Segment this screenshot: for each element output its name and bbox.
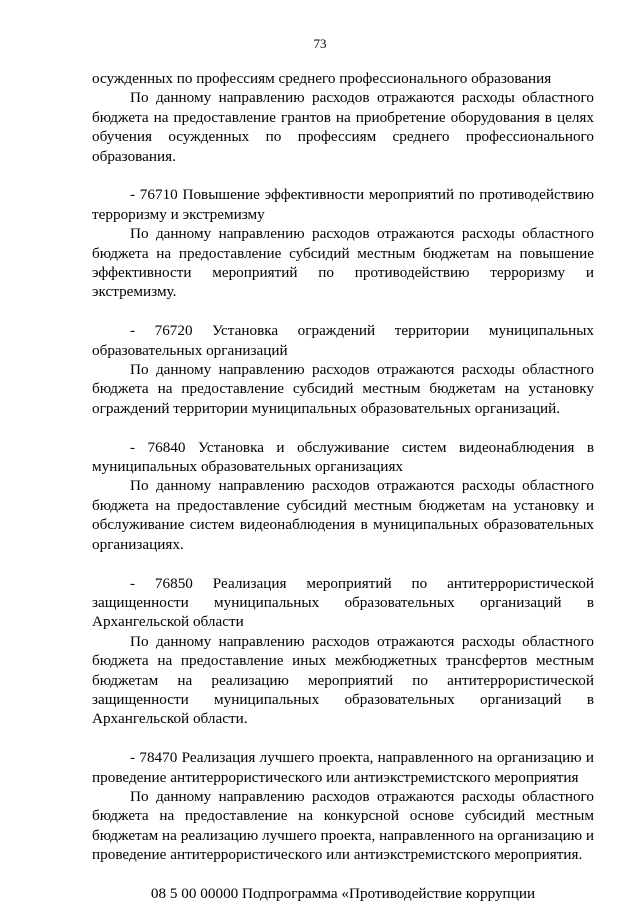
page-number: 73 bbox=[313, 36, 327, 51]
paragraph-spacer bbox=[92, 418, 594, 437]
paragraph: По данному направлению расходов отражаются расходы областного бюджета на предоставление субсидий местным бюджетам на установку ограждений территории муниципальных образовательных организаций. bbox=[92, 361, 594, 417]
paragraph-spacer bbox=[92, 554, 594, 573]
paragraph: - 76710 Повышение эффективности мероприятий по противодействию терроризму и экстремизму bbox=[92, 186, 594, 223]
paragraph-spacer bbox=[92, 865, 594, 884]
paragraph-spacer bbox=[92, 166, 594, 185]
paragraph: - 76850 Реализация мероприятий по антитеррористической защищенности муниципальных образовательных организаций в Архангельской области bbox=[92, 574, 594, 631]
paragraph: - 76720 Установка ограждений территории муниципальных образовательных организаций bbox=[92, 322, 594, 359]
paragraph: По данному направлению расходов отражаются расходы областного бюджета на предоставление субсидий местным бюджетам на установку и обслуживание систем видеонаблюдения в муниципальных образовательных организациях. bbox=[92, 477, 594, 553]
document-body bbox=[92, 69, 594, 903]
paragraph: По данному направлению расходов отражаются расходы областного бюджета на предоставление субсидий местным бюджетам на повышение эффективности мероприятий по противодействию терроризму и экстремизму. bbox=[92, 225, 594, 301]
paragraph: - 76840 Установка и обслуживание систем видеонаблюдения в муниципальных образовательных организациях bbox=[92, 438, 594, 476]
paragraph-spacer bbox=[92, 729, 594, 748]
section-heading: 08 5 00 00000 Подпрограмма «Противодействие коррупции bbox=[150, 884, 536, 902]
paragraph: По данному направлению расходов отражаются расходы областного бюджета на предоставление на конкурсной основе субсидий местным бюджетам на реализацию лучшего проекта, направленного на организацию и проведение антитеррористического или антиэкстремистского мероприятия. bbox=[92, 787, 594, 864]
paragraph-spacer bbox=[92, 302, 594, 321]
paragraph: - 78470 Реализация лучшего проекта, направленного на организацию и проведение антитеррористического или антиэкстремистского мероприятия bbox=[92, 749, 594, 786]
paragraph: осужденных по профессиям среднего профессионального образования bbox=[92, 70, 552, 87]
paragraph: По данному направлению расходов отражаются расходы областного бюджета на предоставление грантов на приобретение оборудования в целях обучения осужденных по профессиям среднего профессионального образования. bbox=[92, 89, 594, 165]
paragraph: По данному направлению расходов отражаются расходы областного бюджета на предоставление иных межбюджетных трансфертов местным бюджетам на реализацию мероприятий по антитеррористической защищенности муниципальных образовательных организаций в Архангельской области. bbox=[92, 632, 594, 728]
